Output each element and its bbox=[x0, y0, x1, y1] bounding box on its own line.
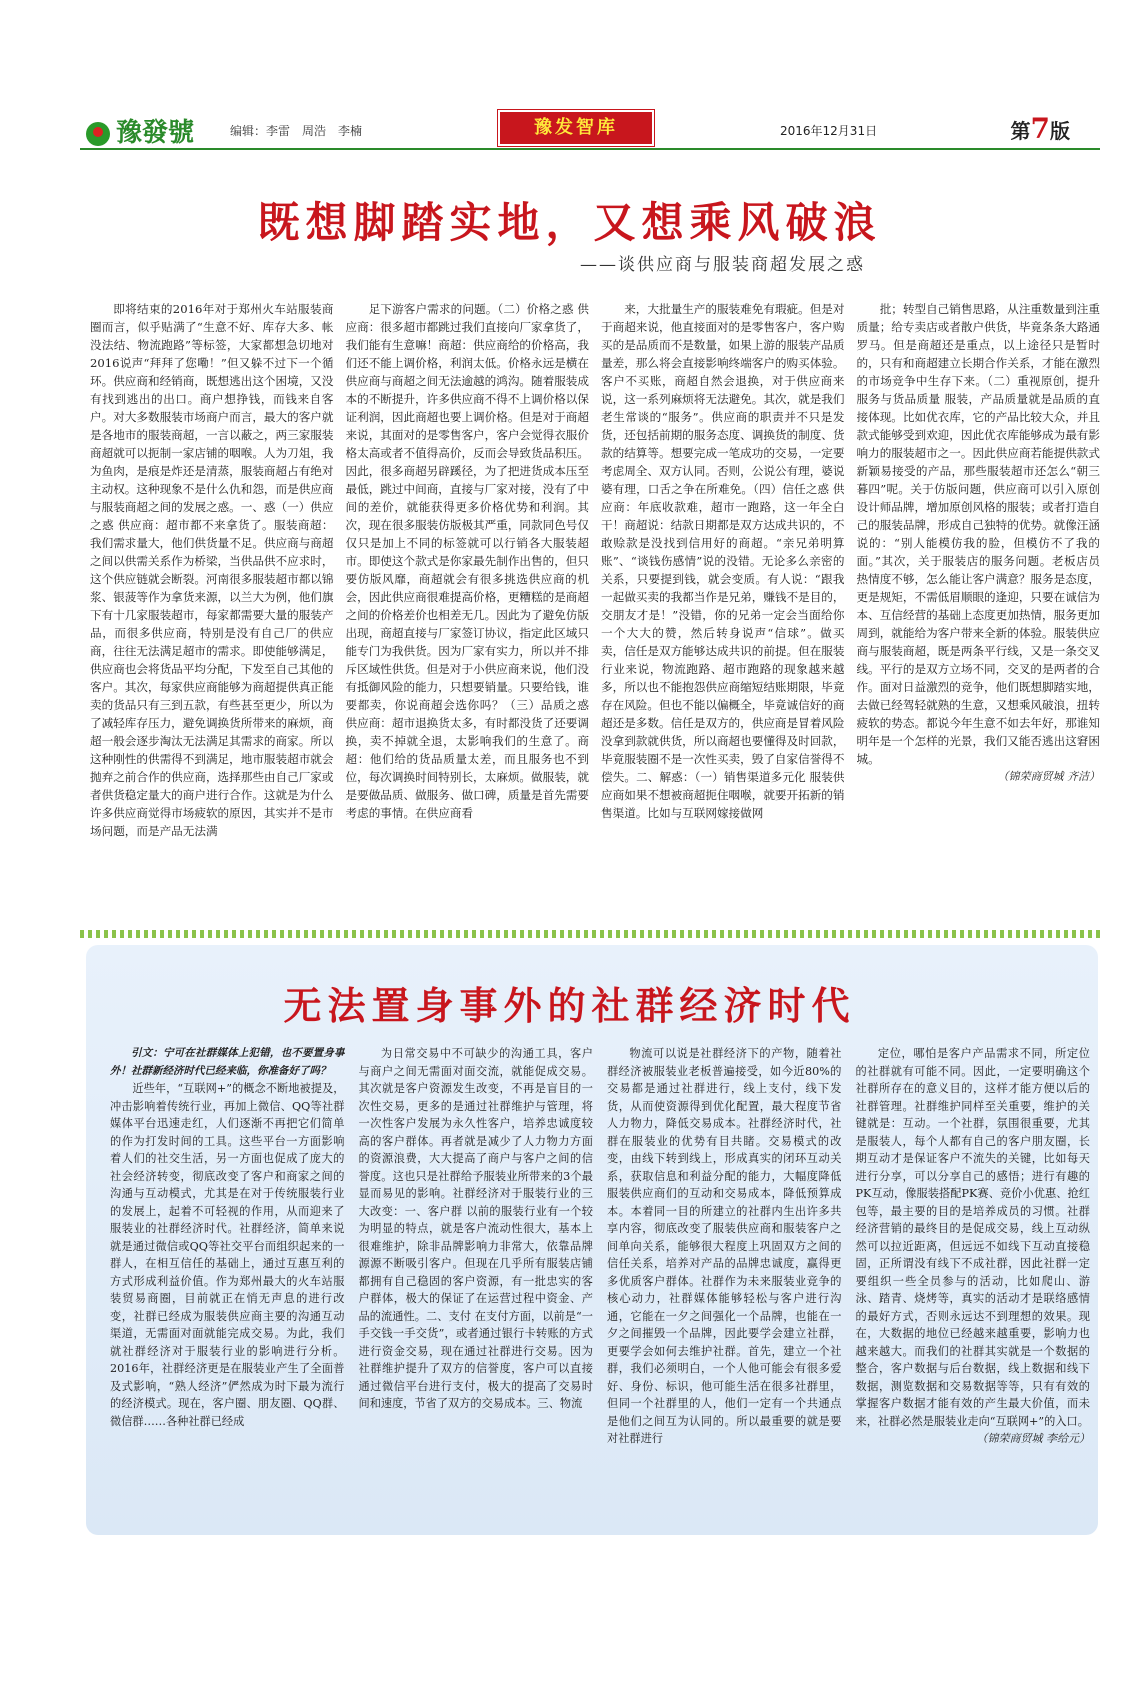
article1-column bbox=[346, 300, 590, 900]
article1-column bbox=[857, 300, 1101, 900]
page-header bbox=[80, 112, 1100, 148]
issue-date: 2016年12月31日 bbox=[780, 124, 878, 138]
article1-body bbox=[90, 300, 1100, 900]
article1-text-1: 即将结束的2016年对于郑州火车站服装商圈而言，似乎贴满了“生意不好、库存大多、帐没法结、物流跑路”等标签，大家都想急切地对2016说声“拜拜了您嘞！”但又躲不过下一个循环。供应商和经销商，既想逃出这个困境，又没有找到逃出的出口。商户想挣钱，而钱来自客户。对大多数服装市场商户而言，最大的客户就是各地市的服装商超，一言以蔽之，两三家服装商超就可以扼制一家店铺的咽喉。人为刀俎，我为鱼肉，是痕是炸还是清蒸，服装商超占有绝对主动权。这种现象不是什么仇和怨，而是供应商与服装商超之间的发展之惑。一、惑（一）供应之惑 供应商：超市都不来拿货了。服装商超：我们需求量大，他们供货量不足。供应商与商超之间以供需关系作为桥梁，当供品供不应求时，这个供应链就会断裂。河南很多服装超市都以锦浆、银菠等作为拿货来源，以兰大为例，他们旗下有十几家服装超市，每家都需要大量的服装产品，而很多供应商，特别是没有自己厂的供应商，往往无法满足超市的需求。即使能够满足，供应商也会将货品平均分配，下发至自己其他的客户。其次，每家供应商能够为商超提供真正能卖的货品只有三到五款，有些甚至更少，所以为了减轻库存压力，避免调换货所带来的麻烦，商超一般会逐步淘汰无法满足其需求的商家。所以这种刚性的供需得不到满足，地市服装超市就会抛弃之前合作的供应商，选择那些由自己厂家或者供货稳定量大的商户进行合作。这就是为什么许多供应商觉得市场疲软的原因，其实并不是市场问题，而是产品无法满 bbox=[90, 302, 334, 838]
article1-column bbox=[90, 300, 334, 900]
article1-column bbox=[601, 300, 845, 900]
article2-text-4: 定位，哪怕是客户产品需求不同，所定位的社群就有可能不同。因此，一定要明确这个社群所存在的意义目的，这样才能方便以后的社群管理。社群维护同样至关重要，维护的关键就是：互动。一个社群，氛围很重要，尤其是服装人，每个人都有自己的客户朋友圈，长期互动才是保证客户不流失的关键，比如每天进行分享，可以分享自己的感悟；进行有趣的PK互动，像服装搭配PK赛、竞价小优惠、抢红包等，最主要的目的是培养成员的习惯。社群经济营销的最终目的是促成交易，线上互动纵然可以拉近距离，但远远不如线下互动直接稳固，正所谓没有线下不成社群，因此社群一定要组织一些全员参与的活动，比如爬山、游泳、踏青、烧烤等，真实的活动才是联络感情的最好方式，否则永远达不到理想的效果。现在，大数据的地位已经越来越重要，影响力也越来越大。而我们的社群其实就是一个数据的整合，客户数据与后台数据，线上数据和线下数据，测览数据和交易数据等等，只有有效的掌握客户数据才能有效的产生最大价值，而未来，社群必然是服装业走向“互联网+”的入口。 bbox=[855, 1047, 1090, 1428]
header-rule bbox=[80, 148, 1100, 150]
logo-text: 豫發號 bbox=[116, 118, 195, 148]
column-name: 豫发智库 bbox=[500, 112, 652, 144]
article1-byline: （锦荣商贸城 齐洁） bbox=[997, 770, 1100, 783]
page-prefix: 第 bbox=[1010, 119, 1031, 143]
article2-text-2: 为日常交易中不可缺少的沟通工具，客户与商户之间无需面对面交流，就能促成交易。其次就是客户资源发生改变，不再是盲目的一次性交易，更多的是通过社群维护与管理，将一次性客户发展为永久性客户，培养忠诚度较高的客户群体。再者就是减少了人力物力方面的资源浪费，大大提高了商户与客户之间的信誉度。这也只是社群给予服装业所带来的3个最显而易见的影响。社群经济对于服装行业的三大改变：一、客户群 以前的服装行业有一个较为明显的特点，就是客户流动性很大，基本上很难维护，除非品牌影响力非常大，依靠品牌源源不断吸引客户。但现在几乎所有服装店铺都拥有自己稳固的客户资源，有一批忠实的客户群体，极大的保证了在运营过程中资金、产品的流通性。二、支付 在支付方面，以前是“一手交钱一手交货”，或者通过银行卡转账的方式进行资金交易，现在通过社群进行交易。因为社群维护提升了双方的信誉度，客户可以直接通过微信平台进行支付，极大的提高了交易时间和速度，节省了双方的交易成本。三、物流 bbox=[358, 1047, 593, 1410]
article2-column bbox=[607, 1045, 842, 1525]
page-number bbox=[1011, 112, 1070, 145]
article2-title: 无法置身事外的社群经济时代 bbox=[283, 983, 856, 1028]
article2-byline: （锦荣商贸城 李给元） bbox=[976, 1432, 1090, 1445]
article2-body bbox=[110, 1045, 1090, 1525]
leaf-logo-icon bbox=[86, 122, 110, 146]
article2-text-1: 近些年，“互联网+”的概念不断地被提及，冲击影响着传统行业，再加上微信、QQ等社群媒体平台迅速走红，人们逐渐不再把它们简单的作为打发时间的工具。这些平台一方面影响着人们的社交生活，另一方面也促成了庞大的社会经济转变，彻底改变了客户和商家之间的沟通与互动模式，尤其是在对于传统服装行业的发展上，起着不可轻视的作用，从而迎来了服装业的社群经济时代。社群经济，简单来说就是通过微信或QQ等社交平台而组织起来的一群人，在相互信任的基础上，通过互惠互利的方式形成利益价值。作为郑州最大的火车站服装贸易商圈，目前就正在悄无声息的进行改变，社群已经成为服装供应商主要的沟通互动渠道，无需面对面就能完成交易。为此，我们就社群经济对于服装行业的影响进行分析。2016年，社群经济更是在服装业产生了全面普及式影响，“熟人经济”俨然成为时下最为流行的经济模式。现在，客户圈、朋友圈、QQ群、微信群……各种社群已经成 bbox=[110, 1082, 345, 1428]
page-suffix: 版 bbox=[1050, 119, 1070, 143]
article2-intro: 引文：宁可在社群媒体上犯错，也不要置身事外！社群新经济时代已经来临，你准备好了吗？ bbox=[110, 1047, 345, 1077]
article1-title: 既想脚踏实地，又想乘风破浪 bbox=[257, 198, 882, 247]
section-divider bbox=[80, 930, 1100, 938]
article1-text-2: 足下游客户需求的问题。（二）价格之惑 供应商：很多超市都跳过我们直接向厂家拿货了，我们能有生意嘛！商超：供应商给的价格高，我们还不能上调价格，利润太低。价格永远是横在供应商与商超之间无法逾越的鸿沟。随着服装成本的不断提升，许多供应商不得不上调价格以保证利润，因此商超也要上调价格。但是对于商超来说，其面对的是零售客户，客户会觉得衣服价格太高或者不值得高价，反而会导致货品积压。因此，很多商超另辟蹊径，为了把进货成本压至最低，跳过中间商，直接与厂家对接，没有了中间的差价，就能获得更多价格优势和利润。其次，现在很多服装仿版极其严重，同款同色号仅仅只是加上不同的标签就可以行销各大服装超市。即使这个款式是你家最先制作出售的，但只要仿版风靡，商超就会有很多挑选供应商的机会，因此供应商很难提高价格，更糟糕的是商超之间的价格差价也相差无几。因此为了避免仿版出现，商超直接与厂家签订协议，指定此区域只能专门为我供货。因为厂家有实力，所以并不排斥区域性供货。但是对于小供应商来说，他们没有抵御风险的能力，只想要销量。只要给钱，谁要都卖，你说商超会选你吗？（三）品质之惑 供应商：超市退换货太多，有时都没货了还要调换，卖不掉就全退，太影响我们的生意了。商超：他们给的货品质量太差，而且服务也不到位，每次调换时间特别长，太麻烦。做服装，就是要做品质、做服务、做口碑，质量是首先需要考虑的事情。在供应商看 bbox=[345, 302, 589, 820]
page-num: 7 bbox=[1030, 112, 1050, 145]
article1-subtitle: ——谈供应商与服装商超发展之惑 bbox=[580, 255, 865, 275]
editors-line: 编辑：李雷 周浩 李楠 bbox=[230, 124, 363, 138]
article1-text-3: 来，大批量生产的服装难免有瑕疵。但是对于商超来说，他直接面对的是零售客户，客户购买的是品质而不是数量，如果上游的服装产品质量差，那么将会直接影响终端客户的购买体验。客户不买账，商超自然会退换，对于供应商来说，这一系列麻烦将无法避免。其次，就是我们老生常谈的“服务”。供应商的职责并不只是发货，还包括前期的服务态度、调换货的制度、货款的结算等。想要完成一笔成功的交易，一定要考虑周全、双方认同。否则，公说公有理，婆说婆有理，口舌之争在所难免。（四）信任之惑 供应商：年底收款难，超市一跑路，这一年全白干！商超说：结款日期都是双方达成共识的，不敢赊款是没找到信用好的商超。“亲兄弟明算账”、“谈钱伤感情”说的没错。无论多么亲密的关系，只要提到钱，就会变质。有人说：“跟我一起做买卖的我都当作是兄弟，赚钱不是目的，交朋友才是！”没错，你的兄弟一定会当面给你一个大大的赞，然后转身说声“信球”。做买卖，信任是双方能够达成共识的前提。但在服装行业来说，物流跑路、超市跑路的现象越来越多，所以也不能抱怨供应商缩短结账期限，毕竟存在风险。但也不能以偏概全，毕竟诚信好的商超还是多数。信任是双方的，供应商是冒着风险没拿到款就供货，所以商超也要懂得及时回款，毕竟服装圈不是一次性买卖，毁了自家信誉得不偿失。二、解惑：（一）销售渠道多元化 服装供应商如果不想被商超扼住咽喉，就要开拓新的销售渠道。比如与互联网嫁接做网 bbox=[601, 302, 845, 820]
article1-text-4: 批；转型自己销售思路，从注重数量到注重质量；给专卖店或者散户供货，毕竟条条大路通罗马。但是商超还是重点，以上途径只是暂时的，只有和商超建立长期合作关系，才能在激烈的市场竞争中生存下来。（二）重视原创，提升服务与货品质量 服装，产品质量就是品质的直接体现。比如优衣库，它的产品比较大众，并且款式能够受到欢迎，因此优衣库能够成为最有影响力的服装超市之一。因此供应商若能提供款式新颖易接受的产品，那些服装超市还怎么“朝三暮四”呢。关于仿版问题，供应商可以引入原创设计师品牌，增加原创风格的服装；或者打造自己的服装品牌，形成自己独特的优势。就像汪涵说的：“别人能模仿我的脸，但模仿不了我的面。”其次，关于服装店的服务问题。老板店员热情度不够，怎么能让客户满意？服务是态度，更是规矩，不需低眉顺眼的逢迎，只要在诚信为本、互信经营的基础上态度更加热情，服务更加周到，就能给为客户带来全新的体验。服装供应商与服装商超，既是两条平行线，又是一条交叉线。平行的是双方立场不同，交叉的是两者的合作。面对日益激烈的竞争，他们既想脚踏实地，去做已经驾轻就熟的生意，又想乘风破浪，扭转疲软的势态。都说今年生意不如去年好，那谁知明年是一个怎样的光景，我们又能否逃出这窘困城。 bbox=[856, 302, 1100, 766]
article2-text-3: 物流可以说是社群经济下的产物，随着社群经济被服装业老板普遍接受，如今近80%的交易都是通过社群进行，线上支付，线下发货，从而使资源得到优化配置，最大程度节省人力物力，降低交易成本。社群经济时代，社群在服装业的优势有目共睹。交易模式的改变，由线下转到线上，形成真实的闭环互动关系，获取信息和利益分配的能力，大幅度降低服装供应商们的互动和交易成本，降低预算成本。本着同一目的所建立的社群内生出许多共享内容，彻底改变了服装供应商和服装客户之间单向关系，能够很大程度上巩固双方之间的信任关系，培养对产品的品牌忠诚度，赢得更多优质客户群体。社群作为未来服装业竞争的核心动力，社群媒体能够轻松与客户进行沟通，它能在一夕之间强化一个品牌，也能在一夕之间摧毁一个品牌，因此要学会建立社群，更要学会如何去维护社群。首先，建立一个社群，我们必须明白，一个人他可能会有很多爱好、身份、标识，他可能生活在很多社群里，但同一个社群里的人，他们一定有一个共通点是他们之间互为认同的。所以最重要的就是要对社群进行 bbox=[607, 1047, 842, 1445]
newspaper-logo bbox=[86, 112, 194, 149]
article2-column bbox=[359, 1045, 594, 1525]
article2-column bbox=[110, 1045, 345, 1525]
article2-column bbox=[856, 1045, 1091, 1525]
